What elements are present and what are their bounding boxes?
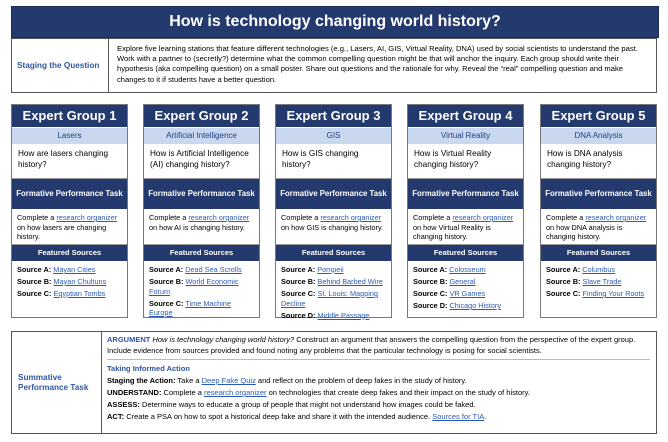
source-list	[12, 261, 127, 305]
expert-group-3	[275, 104, 392, 318]
source-item: Source A: Columbus	[546, 265, 616, 274]
featured-sources-header: Featured Sources	[541, 245, 656, 261]
staging-text: Explore five learning stations that feature different technologies (e.g., Lasers, AI, GIS, Virtual Reality, DNA) used by social scientists to understand the past. Work with a partner to (secretly?) determine what the common compelling question might be that will anchor the inquiry. Each group should write their hypothesis (aka compelling question) on a small poster. Share out questions and the rationale for why. Reveal the “real” compelling question and make changes to it if students have a better question.	[117, 44, 638, 84]
formative-task-header: Formative Performance Task	[144, 179, 259, 209]
source-item: Source A: Dead Sea Scrolls	[149, 265, 242, 274]
group-title: Expert Group 5	[541, 105, 656, 127]
research-organizer-link[interactable]: research organizer	[56, 213, 118, 222]
research-organizer-link[interactable]: research organizer	[188, 213, 250, 222]
staging-label: Staging the Question	[12, 39, 109, 92]
supporting-question: How is Artificial Intelligence (AI) changing history?	[144, 144, 259, 179]
source-link[interactable]: Colosseum	[449, 265, 486, 274]
formative-task: Complete a research organizer on how Virtual Reality is changing history.	[408, 209, 523, 245]
source-item: Source D: Chicago History	[413, 301, 502, 310]
expert-group-2	[143, 104, 260, 318]
assess-step: ASSESS: Determine ways to educate a group of people that might not understand how images could be faked.	[107, 400, 476, 409]
source-item: Source C: Finding Your Roots	[546, 289, 645, 298]
supporting-question: How is GIS changing history?	[276, 144, 391, 179]
source-link[interactable]: General	[449, 277, 476, 286]
featured-sources-header: Featured Sources	[408, 245, 523, 261]
group-topic: DNA Analysis	[541, 127, 656, 144]
page-title: How is technology changing world history?	[11, 6, 659, 38]
source-link[interactable]: Mayan Cities	[53, 265, 96, 274]
source-link[interactable]: Slave Trade	[582, 277, 622, 286]
tia-heading: Taking Informed Action	[107, 364, 190, 373]
act-step: ACT: Create a PSA on how to spot a historical deep fake and share it with the intended audience. Sources for TIA.	[107, 412, 487, 421]
source-list	[144, 261, 259, 324]
source-link[interactable]: Pompeii	[317, 265, 344, 274]
research-organizer-link[interactable]: research organizer	[320, 213, 382, 222]
research-organizer-link[interactable]: research organizer	[452, 213, 514, 222]
argument-text: Construct an argument that answers the compelling question from the perspective of the expert group. Include evidence from sources provided and found noting any problems that the particular technology is posing for social scientists.	[107, 335, 636, 355]
group-title: Expert Group 4	[408, 105, 523, 127]
summative-body	[102, 332, 656, 433]
source-item: Source B: World Economic Forum	[149, 277, 239, 296]
summative-label: Summative Performance Task	[12, 332, 102, 433]
source-item: Source C: Time Machine Europe	[149, 298, 231, 317]
staging-action: Staging the Action: Take a Deep Fake Quiz and reflect on the problem of deep fakes in the study of history.	[107, 376, 467, 385]
source-link[interactable]: Middle Passage	[317, 310, 370, 320]
group-topic: Artificial Intelligence	[144, 127, 259, 144]
formative-task: Complete a research organizer on how DNA analysis is changing history.	[541, 209, 656, 245]
source-item: Source C: St. Louis: Mapping Decline	[281, 289, 378, 308]
formative-task: Complete a research organizer on how GIS is changing history.	[276, 209, 391, 245]
formative-task-header: Formative Performance Task	[12, 179, 127, 209]
understand-step: UNDERSTAND: Complete a research organizer on technologies that create deep fakes and their impact on the study of history.	[107, 388, 530, 397]
source-link[interactable]: St. Louis: Mapping Decline	[281, 289, 378, 308]
source-list	[408, 261, 523, 317]
supporting-question: How are lasers changing history?	[12, 144, 127, 179]
group-title: Expert Group 2	[144, 105, 259, 127]
source-item: Source B: Behind Barbed Wire	[281, 277, 383, 286]
source-item: Source D: Middle Passage	[281, 310, 370, 320]
research-organizer-link[interactable]: research organizer	[204, 388, 267, 397]
argument-question: How is technology changing world history?	[152, 335, 295, 344]
expert-group-5	[540, 104, 657, 318]
formative-task-header: Formative Performance Task	[408, 179, 523, 209]
sources-for-tia-link[interactable]: Sources for TIA	[432, 412, 485, 421]
group-topic: GIS	[276, 127, 391, 144]
source-item: Source A: Mayan Cities	[17, 265, 96, 274]
source-link[interactable]: VR Games	[449, 289, 486, 298]
source-item: Source B: General	[413, 277, 476, 286]
source-link[interactable]: Behind Barbed Wire	[317, 277, 383, 286]
source-link[interactable]: Columbus	[582, 265, 616, 274]
featured-sources-header: Featured Sources	[144, 245, 259, 261]
formative-task-header: Formative Performance Task	[541, 179, 656, 209]
argument-label: ARGUMENT	[107, 335, 151, 344]
formative-task-header: Formative Performance Task	[276, 179, 391, 209]
source-link[interactable]: Time Machine Europe	[149, 298, 231, 317]
featured-sources-header: Featured Sources	[12, 245, 127, 261]
source-link[interactable]: Egyptian Tombs	[53, 289, 106, 298]
featured-sources-header: Featured Sources	[276, 245, 391, 261]
source-list	[541, 261, 656, 305]
source-item: Source C: Egyptian Tombs	[17, 289, 106, 298]
group-title: Expert Group 1	[12, 105, 127, 127]
source-list	[276, 261, 391, 327]
supporting-question: How is Virtual Reality changing history?	[408, 144, 523, 179]
source-link[interactable]: World Economic Forum	[149, 277, 239, 296]
expert-group-1	[11, 104, 128, 318]
formative-task: Complete a research organizer on how AI is changing history.	[144, 209, 259, 245]
group-title: Expert Group 3	[276, 105, 391, 127]
source-link[interactable]: Mayan Chultuns	[53, 277, 107, 286]
source-item: Source C: VR Games	[413, 289, 486, 298]
research-organizer-link[interactable]: research organizer	[585, 213, 647, 222]
source-link[interactable]: Chicago History	[449, 301, 502, 310]
source-item: Source B: Mayan Chultuns	[17, 277, 107, 286]
deep-fake-quiz-link[interactable]: Deep Fake Quiz	[201, 376, 256, 385]
source-item: Source A: Colosseum	[413, 265, 486, 274]
expert-group-4	[407, 104, 524, 318]
supporting-question: How is DNA analysis changing history?	[541, 144, 656, 179]
group-topic: Virtual Reality	[408, 127, 523, 144]
formative-task: Complete a research organizer on how lasers are changing history.	[12, 209, 127, 245]
source-link[interactable]: Dead Sea Scrolls	[185, 265, 242, 274]
staging-section	[11, 38, 657, 93]
argument-block	[107, 335, 650, 360]
source-item: Source A: Pompeii	[281, 265, 344, 274]
source-link[interactable]: Finding Your Roots	[582, 289, 645, 298]
summative-section	[11, 331, 657, 434]
group-topic: Lasers	[12, 127, 127, 144]
source-item: Source B: Slave Trade	[546, 277, 622, 286]
